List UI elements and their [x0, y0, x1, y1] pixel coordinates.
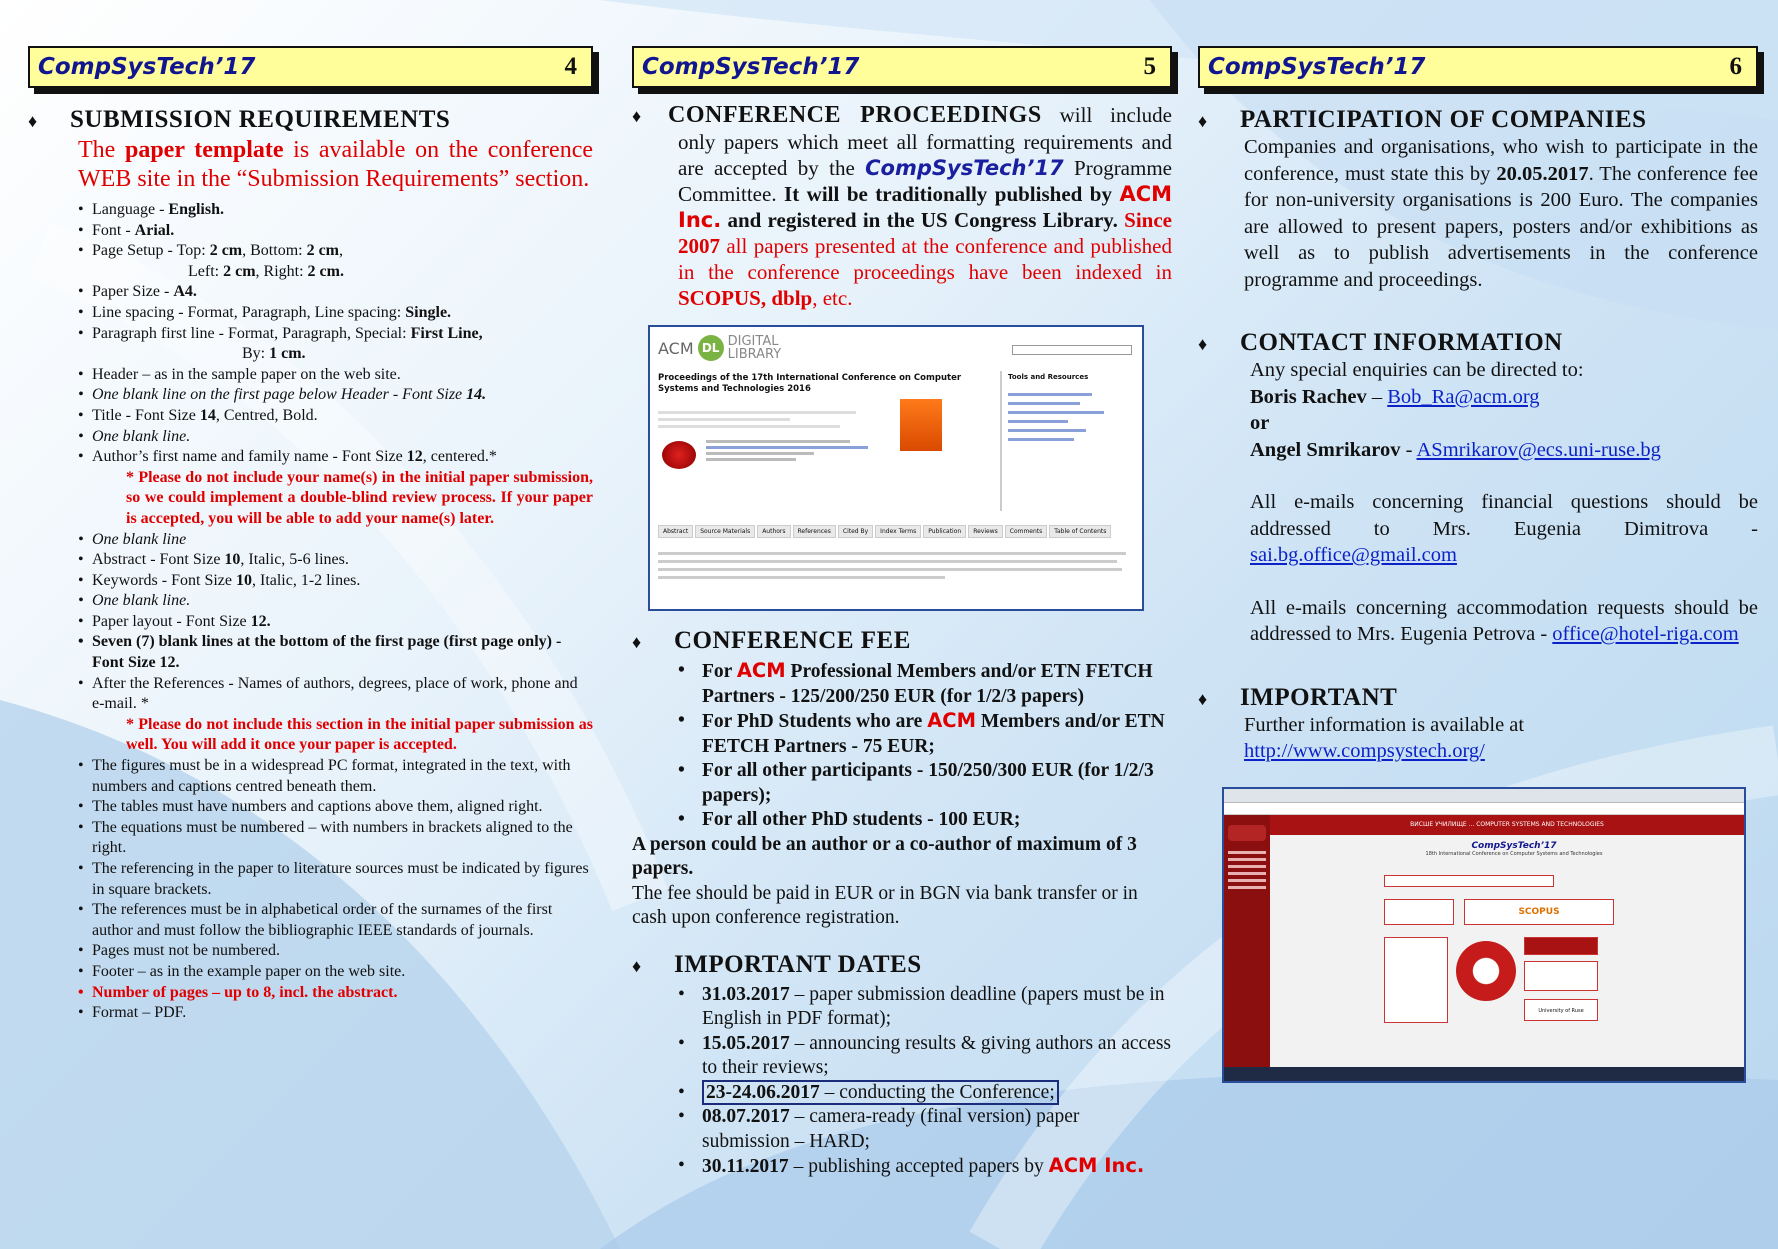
list-item: • Pages must not be numbered.	[78, 941, 593, 962]
list-item: • For all other participants - 150/250/300 EUR (for 1/2/3 papers);	[678, 759, 1172, 808]
tab: Publication	[923, 525, 966, 538]
organizer-box	[1384, 937, 1448, 1023]
list-item: • Number of pages – up to 8, incl. the abstract.	[78, 983, 593, 1004]
tools-heading: Tools and Resources	[1008, 373, 1089, 381]
panel-header	[632, 46, 1172, 88]
list-item: • After the References - Names of authors, degrees, place of work, phone and e-mail. *	[78, 674, 593, 715]
list-item: • 08.07.2017 – camera-ready (final version) paper submission – HARD;	[678, 1105, 1172, 1154]
dates-list	[678, 983, 1172, 1180]
diamond-bullet-icon: ♦	[632, 106, 642, 126]
contact-person-2: Angel Smrikarov - ASmrikarov@ecs.uni-ruse.bg	[1250, 438, 1661, 461]
tab: Abstract	[658, 525, 693, 538]
list-item: • Title - Font Size 14, Centred, Bold.	[78, 406, 593, 427]
contact-intro: Any special enquiries can be directed to:	[1250, 359, 1584, 381]
red-note: * Please do not include your name(s) in the initial paper submission, so we could implement a double-blind review process. If your paper is accepted, you will be able to add your name(s) later.	[126, 468, 593, 527]
site-banner: ВИСШЕ УЧИЛИЩЕ ... COMPUTER SYSTEMS AND TECHNOLOGIES	[1270, 815, 1744, 835]
address-bar	[1224, 803, 1744, 815]
tab: References	[793, 525, 836, 538]
abstract-placeholder	[658, 547, 1136, 584]
list-item: • Paper layout - Font Size 12.	[78, 612, 593, 633]
section-heading: ♦ IMPORTANT	[1198, 683, 1398, 711]
companies-text: Companies and organisations, who wish to participate in the conference, must state this by 20.05.2017. The conference fee for non-university organisations is 200 Euro. The companies are allowed to present papers, posters and/or exhibitions as well as to publish advertisements in the conference programme and proceedings.	[1244, 136, 1758, 291]
tab: Table of Contents	[1049, 525, 1111, 538]
conference-logo-icon	[662, 441, 696, 469]
or-label: or	[1250, 412, 1270, 434]
list-item: • Abstract - Font Size 10, Italic, 5-6 lines.	[78, 550, 593, 571]
list-item: • For PhD Students who are ACM Members and/or ETN FETCH Partners - 75 EUR;	[678, 709, 1172, 759]
email-link[interactable]: ASmrikarov@ecs.uni-ruse.bg	[1416, 438, 1661, 461]
list-item	[678, 1081, 1172, 1106]
finance-contact: All e-mails concerning financial questions should be addressed to Mrs. Eugenia Dimitrova - sai.bg.office@gmail.com	[1250, 491, 1758, 566]
list-item: • One blank line.	[78, 427, 593, 448]
search-box	[1012, 345, 1132, 355]
contact-section	[1198, 329, 1758, 648]
contact-text	[1250, 357, 1758, 648]
list-item: • Paper Size - A4.	[78, 282, 593, 303]
tab: Reviews	[968, 525, 1003, 538]
website-link[interactable]: http://www.compsystech.org/	[1244, 740, 1485, 762]
list-item: • Format – PDF.	[78, 1003, 593, 1024]
university-box: University of Ruse	[1524, 999, 1598, 1021]
tab: Source Materials	[695, 525, 755, 538]
important-section	[1198, 684, 1758, 765]
payment-info: The fee should be paid in EUR or in BGN via bank transfer or in cash upon conference registration.	[632, 882, 1138, 928]
important-text: Further information is available at	[1244, 713, 1525, 736]
list-item: • The equations must be numbered – with numbers in brackets aligned to the right.	[78, 818, 593, 859]
contact-person-1: Boris Rachev – Bob_Ra@acm.org	[1250, 385, 1540, 408]
list-item: • One blank line on the first page below Header - Font Size 14.	[78, 385, 593, 406]
diamond-bullet-icon: ♦	[28, 111, 38, 131]
diamond-bullet-icon: ♦	[1198, 111, 1208, 131]
tab: Comments	[1005, 525, 1048, 538]
panel-page-4	[28, 46, 593, 1024]
acm-digital-library-screenshot	[648, 325, 1144, 611]
list-item: • Page Setup - Top: 2 cm, Bottom: 2 cm, Left: 2 cm, Right: 2 cm.	[78, 241, 593, 282]
list-item: • One blank line	[78, 530, 593, 551]
list-item: • The figures must be in a widespread PC format, integrated in the text, with numbers and captions centred beneath them.	[78, 756, 593, 797]
list-item: • Header – as in the sample paper on the web site.	[78, 365, 593, 386]
tools-list	[1008, 387, 1128, 447]
header-title: CompSysTech’17	[642, 54, 860, 80]
list-item: • Line spacing - Format, Paragraph, Line spacing: Single.	[78, 303, 593, 324]
panel-header	[28, 46, 593, 88]
list-item: • The references must be in alphabetical order of the surnames of the first author and must follow the bibliographic IEEE standards of journals.	[78, 900, 593, 941]
divider	[1000, 371, 1002, 511]
list-item: • Paragraph first line - Format, Paragraph, Special: First Line, By: 1 cm.	[78, 324, 593, 365]
header-title: CompSysTech’17	[38, 54, 256, 80]
tab: Cited By	[838, 525, 873, 538]
diamond-bullet-icon: ♦	[632, 632, 642, 652]
proceedings-section	[632, 102, 1172, 311]
acm-logo-box	[1384, 899, 1454, 925]
panel-page-5	[632, 46, 1172, 1180]
news-box	[1384, 875, 1554, 887]
list-item: • For all other PhD students - 100 EUR;	[678, 808, 1172, 833]
author-limit: A person could be an author or a co-author of maximum of 3 papers.	[632, 833, 1137, 879]
list-item: • One blank line.	[78, 591, 593, 612]
list-item: • Language - English.	[78, 200, 593, 221]
submission-section	[28, 106, 593, 1024]
requirements-list	[78, 200, 593, 1024]
email-link[interactable]: office@hotel-riga.com	[1552, 623, 1739, 645]
list-item: • 15.05.2017 – announcing results & giving authors an access to their reviews;	[678, 1032, 1172, 1081]
highlighted-date: 23-24.06.2017 – conducting the Conference;	[702, 1080, 1059, 1105]
list-item: • Seven (7) blank lines at the bottom of the first page (first page only) - Font Size 12.	[78, 632, 593, 673]
list-item: • 31.03.2017 – paper submission deadline (papers must be in English in PDF format);	[678, 983, 1172, 1032]
diamond-bullet-icon: ♦	[1198, 334, 1208, 354]
list-item: • Footer – as in the example paper on the web site.	[78, 962, 593, 983]
section-heading: ♦ SUBMISSION REQUIREMENTS	[28, 106, 451, 133]
conference-website-screenshot	[1222, 787, 1746, 1083]
diamond-bullet-icon: ♦	[1198, 688, 1208, 709]
page-number: 6	[1729, 53, 1742, 80]
header-title: CompSysTech’17	[1208, 54, 1426, 80]
taskbar	[1224, 1067, 1744, 1081]
list-item: • The tables must have numbers and captions above them, aligned right.	[78, 797, 593, 818]
tab: Authors	[757, 525, 790, 538]
list-item: • The referencing in the paper to literature sources must be indicated by figures in square brackets.	[78, 859, 593, 900]
list-item: • For ACM Professional Members and/or ETN FETCH Partners - 125/200/250 EUR (for 1/2/3 papers)	[678, 659, 1172, 709]
tab-row	[658, 525, 1136, 538]
proceedings-text: ♦ CONFERENCE PROCEEDINGS will include only papers which meet all formatting requirements and are accepted by the CompSysTech’17 Programme Committee. It will be traditionally published by ACM Inc. and registered in the US Congress Library. Since 2007 all papers presented at the conference and published in the conference proceedings have been indexed in SCOPUS, dblp, etc.	[632, 102, 1172, 310]
dates-section	[632, 951, 1172, 1180]
list-item: • 30.11.2017 – publishing accepted papers by ACM Inc.	[678, 1154, 1172, 1180]
list-item: • Keywords - Font Size 10, Italic, 1-2 lines.	[78, 571, 593, 592]
page-number: 5	[1143, 53, 1156, 80]
scopus-box: SCOPUS	[1464, 899, 1614, 925]
list-item: • Font - Arial.	[78, 221, 593, 242]
email-link[interactable]: sai.bg.office@gmail.com	[1250, 544, 1457, 566]
browser-tabs	[1224, 789, 1744, 803]
diamond-bullet-icon: ♦	[632, 955, 642, 976]
list-item: • Author’s first name and family name - Font Size 12, centered.*	[78, 447, 593, 468]
info-box	[1524, 937, 1598, 955]
submission-intro: The paper template is available on the conference WEB site in the “Submission Requirements” section.	[78, 137, 594, 192]
email-link[interactable]: Bob_Ra@acm.org	[1387, 385, 1540, 408]
section-heading: ♦ IMPORTANT DATES	[632, 950, 922, 978]
section-heading: ♦ CONFERENCE FEE	[632, 627, 911, 654]
site-title: CompSysTech’17 18th International Conference on Computer Systems and Technologies	[1425, 840, 1603, 857]
fee-list	[678, 659, 1172, 833]
tab: Index Terms	[875, 525, 921, 538]
computer-image	[1456, 941, 1516, 1001]
panel-header	[1198, 46, 1758, 88]
site-sidebar	[1224, 815, 1270, 1069]
conference-info	[706, 437, 886, 464]
info-box	[1524, 961, 1598, 991]
panel-page-6	[1198, 46, 1758, 1083]
proceedings-title: Proceedings of the 17th International Conference on Computer Systems and Technologies 2016	[658, 373, 962, 394]
companies-section	[1198, 106, 1758, 293]
page-number: 4	[564, 53, 577, 80]
proceedings-cover-icon	[900, 399, 942, 451]
section-heading: ♦ PARTICIPATION OF COMPANIES	[1198, 106, 1647, 133]
acm-dl-logo: ACM DL DIGITAL LIBRARY	[658, 334, 782, 362]
red-note: * Please do not include this section in the initial paper submission as well. You will add it once your paper is accepted.	[126, 715, 593, 754]
website-link-row	[1244, 738, 1758, 765]
section-heading: ♦ CONTACT INFORMATION	[1198, 329, 1563, 356]
fee-section	[632, 627, 1172, 931]
accommodation-contact: All e-mails concerning accommodation requests should be addressed to Mrs. Eugenia Petrova - office@hotel-riga.com	[1250, 596, 1758, 645]
